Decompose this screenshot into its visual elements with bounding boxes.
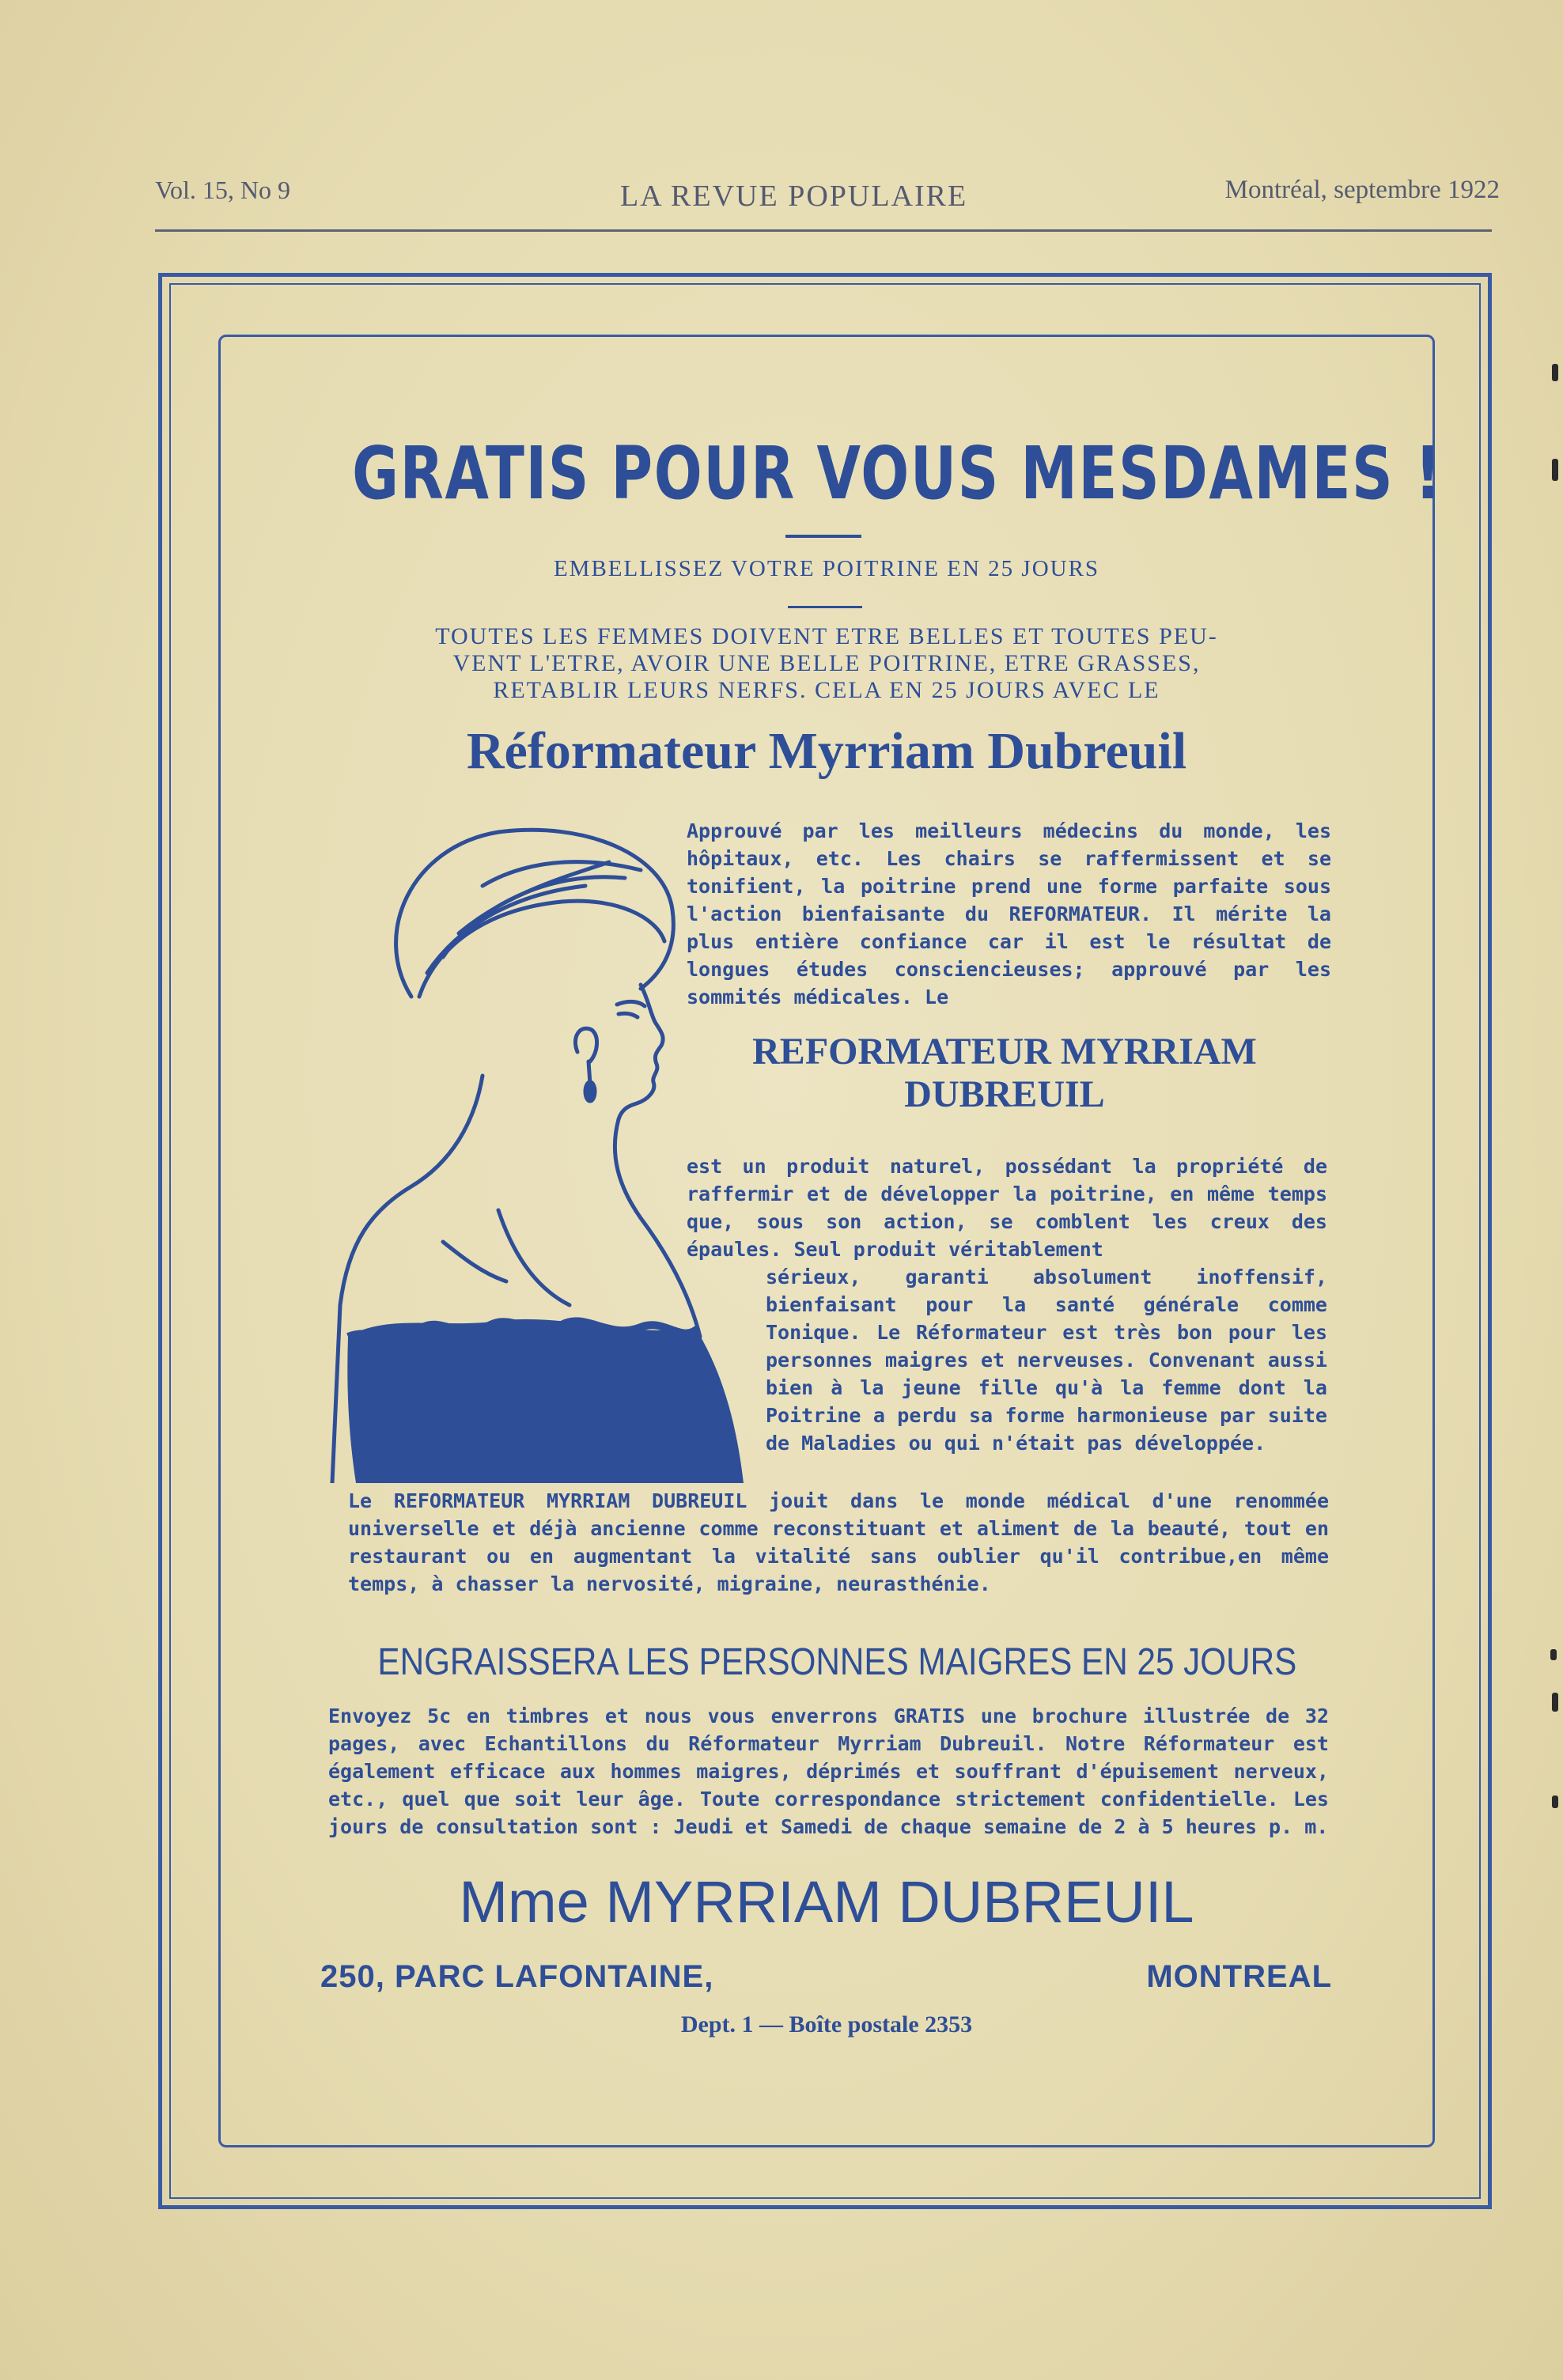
address-city: MONTREAL	[1146, 1959, 1332, 1994]
binding-mark	[1552, 1795, 1558, 1808]
header-rule	[155, 229, 1492, 232]
brand-title: Réformateur Myrriam Dubreuil	[466, 722, 1187, 780]
contact-name: Mme MYRRIAM DUBREUIL	[459, 1869, 1194, 1935]
ad-paragraph-2b: sérieux, garanti absolument inoffensif, bienfaisant pour la santé générale comme Tonique. Le Réformateur est très bon pour les personnes maigres et nerveuses. Convenant aussi bien à la jeune fille qu'à la femme dont la Poitrine a perdu sa forme harmonieuse par suite de Maladies ou qui n'était pas développée.	[766, 1266, 1327, 1455]
ad-subtitle-2: ENGRAISSERA LES PERSONNES MAIGRES EN 25 JOURS	[377, 1641, 1297, 1683]
binding-mark	[1552, 364, 1558, 381]
issue-date: Montréal, septembre 1922	[1224, 176, 1500, 204]
ad-paragraph-2a: est un produit naturel, possédant la propriété de raffermir et de développer la poitrine, en même temps que, sous son action, se comblent les creux des épaules. Seul produit véritablement	[687, 1155, 1327, 1261]
page-header	[155, 172, 1500, 220]
ad-intro	[316, 623, 1337, 704]
ad-subtitle: EMBELLISSEZ VOTRE POITRINE EN 25 JOURS	[553, 556, 1100, 581]
ad-paragraph-4: Envoyez 5c en timbres et nous vous enverrons GRATIS une brochure illustrée de 32 pages, avec Echantillons du Réformateur Myrriam Dubreuil. Notre Réformateur est également efficace aux hommes maigres, déprimés et souffrant d'épuisement nerveux, etc., quel que soit leur âge. Toute correspondance strictement confidentielle. Les jours de consultation sont : Jeudi et Samedi de chaque semaine de 2 à 5 heures p. m.	[328, 1705, 1329, 1838]
intro-line: TOUTES LES FEMMES DOIVENT ETRE BELLES ET TOUTES PEU-	[435, 623, 1218, 649]
ad-paragraph-3: Le REFORMATEUR MYRRIAM DUBREUIL jouit dans le monde médical d'une renommée universelle et déjà ancienne comme reconstituant et aliment de la beauté, tout en restaurant ou en augmentant la vitalité sans oublier qu'il contribue,en même temps, à chasser la nervosité, migraine, neurasthénie.	[348, 1489, 1329, 1595]
dept-mailbox: Dept. 1 — Boîte postale 2353	[680, 2011, 973, 2038]
binding-mark	[1552, 1693, 1558, 1712]
show-through-stamp	[229, 71, 981, 166]
binding-mark	[1550, 1649, 1557, 1660]
divider-rule	[788, 606, 862, 608]
divider-rule	[785, 535, 861, 538]
binding-mark	[1552, 459, 1558, 481]
ad-headline: GRATIS POUR VOUS MESDAMES !	[352, 431, 1443, 516]
intro-line: VENT L'ETRE, AVOIR UNE BELLE POITRINE, ETRE GRASSES,	[452, 650, 1201, 676]
address-street: 250, PARC LAFONTAINE,	[320, 1959, 714, 1994]
ad-paragraph-1: Approuvé par les meilleurs médecins du monde, les hôpitaux, etc. Les chairs se raffermissent et se tonifient, la poitrine prend une forme parfaite sous l'action bienfaisante du REFORMATEUR. Il mérite la plus entière confiance car il est le résultat de longues études consciencieuses; approuvé par les sommités médicales. Le	[687, 819, 1331, 1008]
intro-line: RETABLIR LEURS NERFS. CELA EN 25 JOURS AVEC LE	[493, 677, 1160, 703]
volume-number: Vol. 15, No 9	[155, 176, 290, 204]
brand-title-2: REFORMATEUR MYRRIAM DUBREUIL	[752, 1031, 1257, 1115]
publication-title: LA REVUE POPULAIRE	[620, 180, 968, 213]
